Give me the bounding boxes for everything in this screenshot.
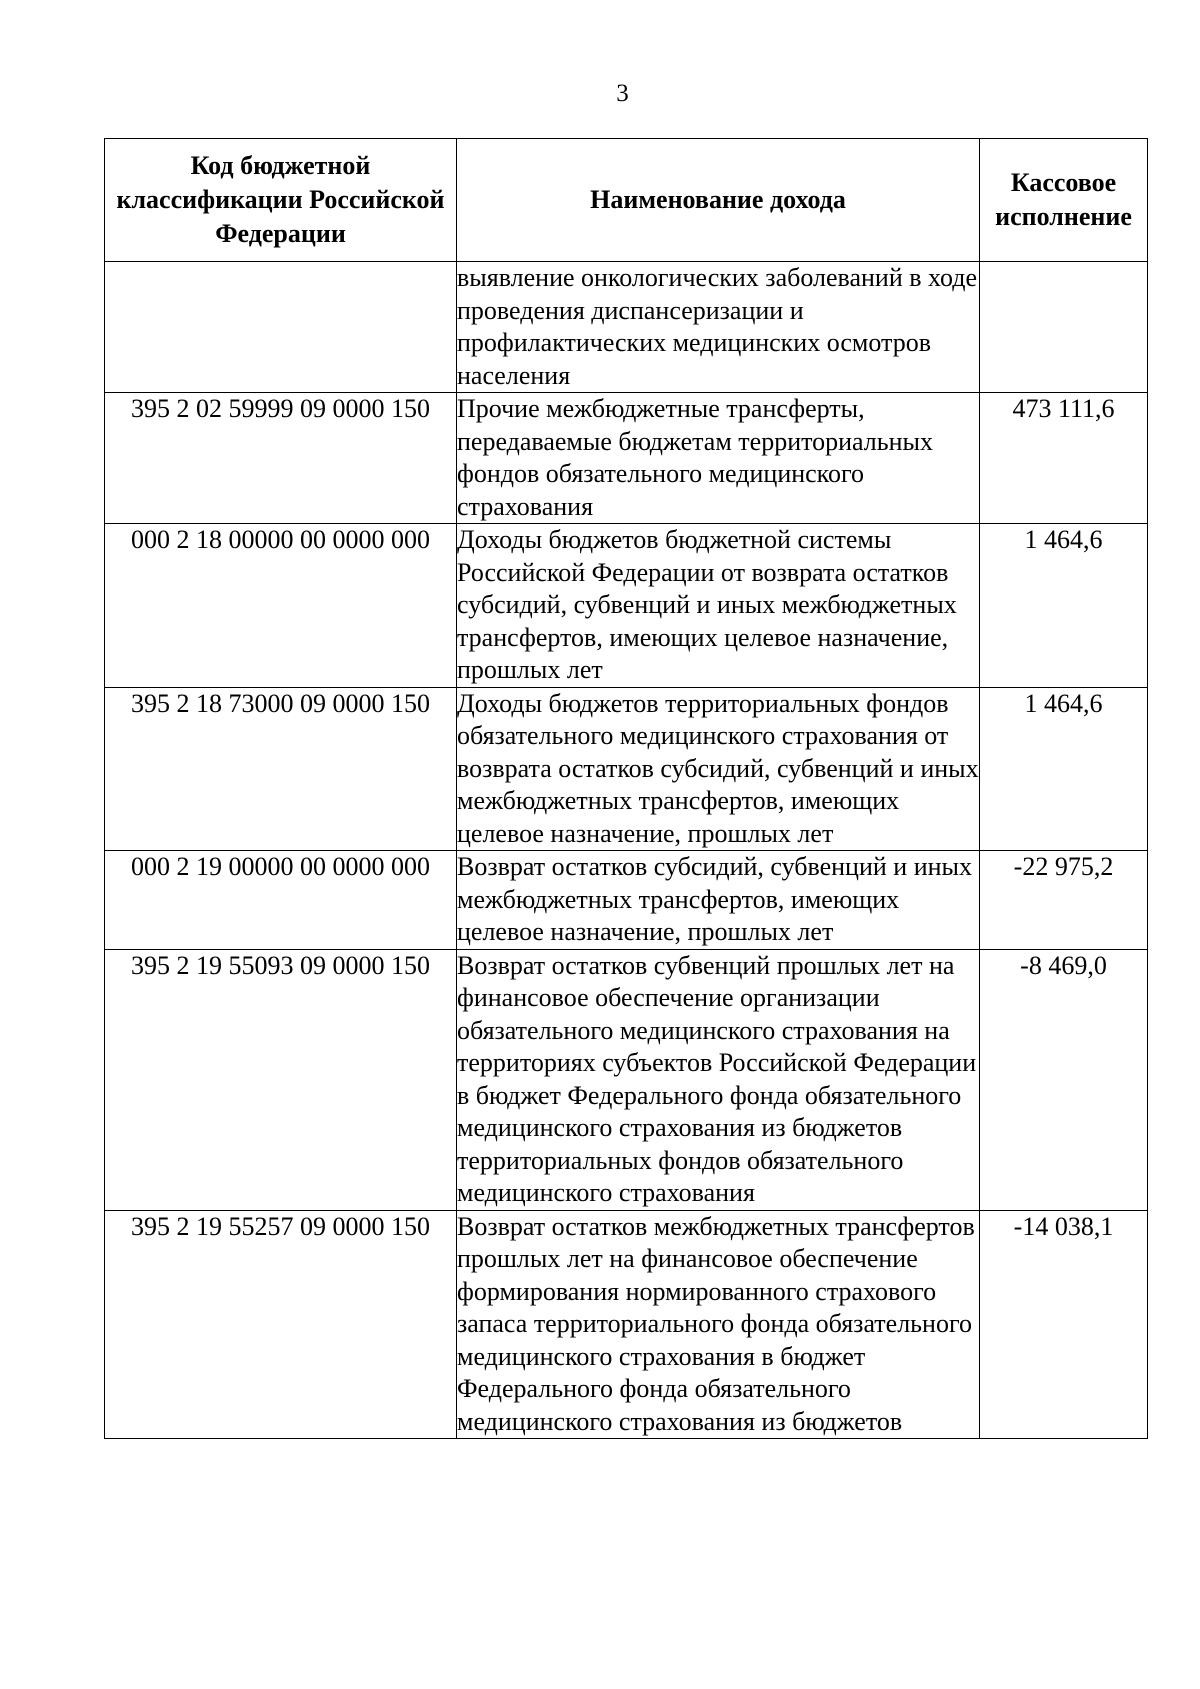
row-amount	[980, 262, 1148, 393]
row-name: Доходы бюджетов бюджетной системы Российской Федерации от возврата остатков субсидий, субвенций и иных межбюджетных трансфертов, имеющих целевое назначение, прошлых лет	[457, 524, 980, 688]
row-code	[105, 262, 457, 393]
table-row	[105, 524, 1148, 688]
row-code: 395 2 02 59999 09 0000 150	[105, 393, 457, 524]
row-name: Возврат остатков межбюджетных трансфертов прошлых лет на финансовое обеспечение формирования нормированного страхового запаса территориального фонда обязательного медицинского страхования в бюджет Федерального фонда обязательного медицинского страхования из бюджетов	[457, 1210, 980, 1439]
header-code: Код бюджетной классификации Российской Федерации	[105, 139, 457, 262]
budget-revenue-table	[104, 138, 1148, 1439]
row-code: 395 2 19 55257 09 0000 150	[105, 1210, 457, 1439]
table-row	[105, 687, 1148, 851]
page-number: 3	[616, 80, 629, 107]
row-name: Прочие межбюджетные трансферты, передаваемые бюджетам территориальных фондов обязательного медицинского страхования	[457, 393, 980, 524]
row-amount: 1 464,6	[980, 687, 1148, 851]
row-code: 000 2 18 00000 00 0000 000	[105, 524, 457, 688]
table-row	[105, 949, 1148, 1210]
row-amount: -14 038,1	[980, 1210, 1148, 1439]
header-name: Наименование дохода	[457, 139, 980, 262]
table-row	[105, 262, 1148, 393]
row-code: 395 2 18 73000 09 0000 150	[105, 687, 457, 851]
table-row	[105, 1210, 1148, 1439]
row-code: 395 2 19 55093 09 0000 150	[105, 949, 457, 1210]
row-name: Возврат остатков субвенций прошлых лет на финансовое обеспечение организации обязательного медицинского страхования на территориях субъектов Российской Федерации в бюджет Федерального фонда обязательного медицинского страхования из бюджетов территориальных фондов обязательного медицинского страхования	[457, 949, 980, 1210]
table-row	[105, 393, 1148, 524]
row-name: Доходы бюджетов территориальных фондов обязательного медицинского страхования от возврата остатков субсидий, субвенций и иных межбюджетных трансфертов, имеющих целевое назначение, прошлых лет	[457, 687, 980, 851]
row-amount: 1 464,6	[980, 524, 1148, 688]
table-row	[105, 851, 1148, 950]
row-amount: 473 111,6	[980, 393, 1148, 524]
row-amount: -22 975,2	[980, 851, 1148, 950]
row-code: 000 2 19 00000 00 0000 000	[105, 851, 457, 950]
header-amount: Кассовое исполнение	[980, 139, 1148, 262]
row-name: выявление онкологических заболеваний в ходе проведения диспансеризации и профилактических медицинских осмотров населения	[457, 262, 980, 393]
table-header-row	[105, 139, 1148, 262]
row-name: Возврат остатков субсидий, субвенций и иных межбюджетных трансфертов, имеющих целевое назначение, прошлых лет	[457, 851, 980, 950]
row-amount: -8 469,0	[980, 949, 1148, 1210]
